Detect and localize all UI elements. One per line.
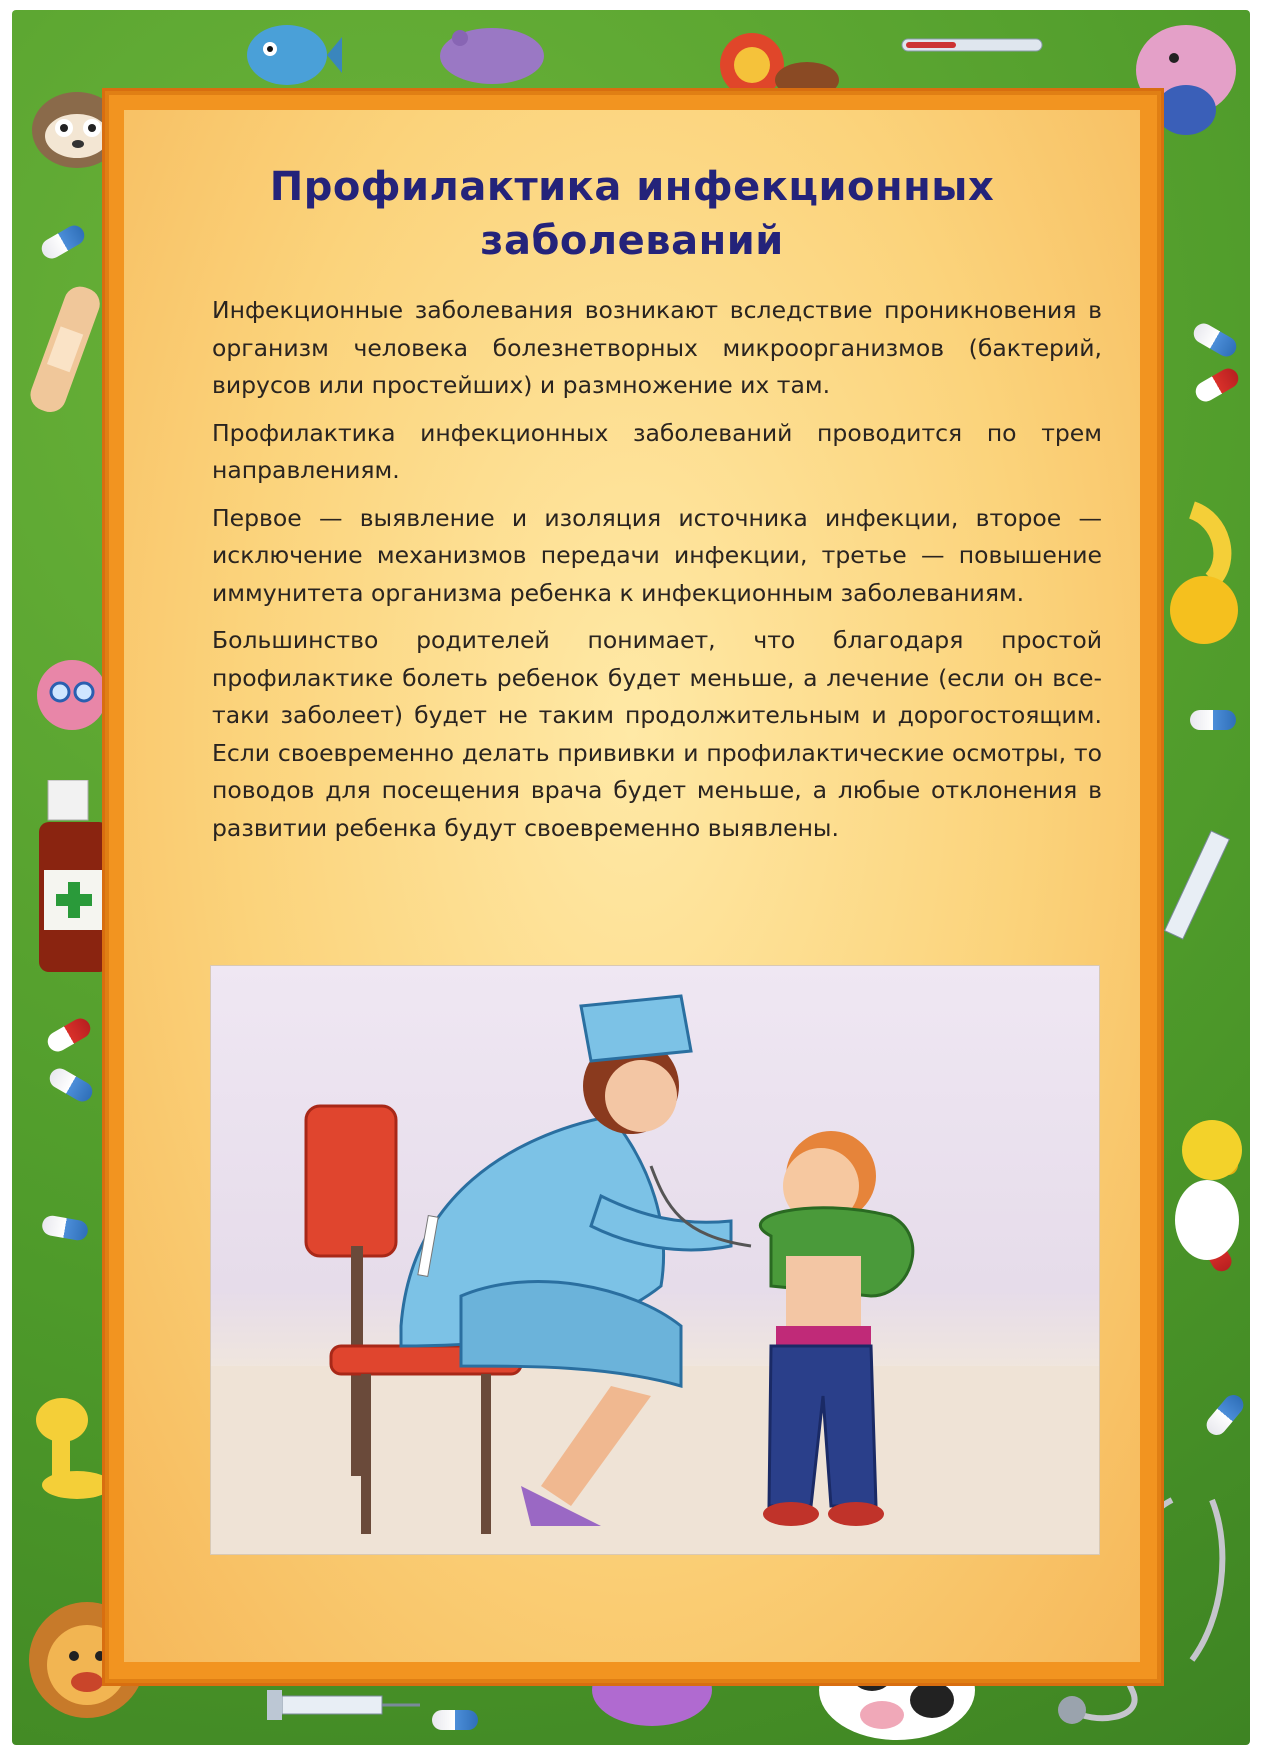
- pill-icon: [432, 1710, 478, 1730]
- paragraph-3: Первое — выявление и изоляция источника инфекции, второе — исключение механизмов передачи инфекции, третье — повышение иммунитета организма ребенка к инфекционным заболеваниям.: [212, 503, 1102, 607]
- paragraph-4: Большинство родителей понимает, что благодаря простой профилактике болеть ребенок будет меньше, а лечение (если он все-таки заболеет) будет не таким продолжительным и дорогостоящим. Если своевременно делать прививки и профилактические осмотры, то поводов для посещения врача будет меньше, а любые отклонения в развитии ребенка будут своевременно выявлены.: [212, 626, 1102, 842]
- bandage-icon: [27, 280, 107, 420]
- fox-icon: [1162, 500, 1247, 650]
- paragraph-1: Инфекционные заболевания возникают вследствие проникновения в организм человека болезнетворных микроорганизмов (бактерий, вирусов или простейших) и размножение их там.: [212, 296, 1102, 399]
- doctor-examining-child-illustration: [210, 965, 1100, 1555]
- illustration-drawing: [211, 966, 1099, 1554]
- pill-icon: [41, 1214, 90, 1242]
- pill-icon: [44, 1015, 94, 1055]
- pill-icon: [1190, 320, 1240, 360]
- page-title: Профилактика инфекционных заболеваний: [269, 164, 995, 264]
- pill-icon: [1203, 1391, 1248, 1439]
- fish-icon: [232, 15, 342, 95]
- syringe-icon: [1162, 810, 1242, 980]
- syringe-icon: [262, 1680, 422, 1730]
- pill-icon: [1192, 365, 1242, 405]
- page-background: [12, 10, 1250, 1745]
- thermometer-icon: [892, 25, 1052, 65]
- pill-icon: [38, 222, 88, 262]
- pill-icon: [46, 1065, 96, 1105]
- hippo-icon: [432, 18, 552, 88]
- article-text: [212, 292, 1102, 857]
- pill-icon: [1190, 710, 1236, 730]
- paragraph-2: Профилактика инфекционных заболеваний проводится по трем направлениям.: [212, 418, 1102, 484]
- duck-icon: [1162, 1110, 1250, 1270]
